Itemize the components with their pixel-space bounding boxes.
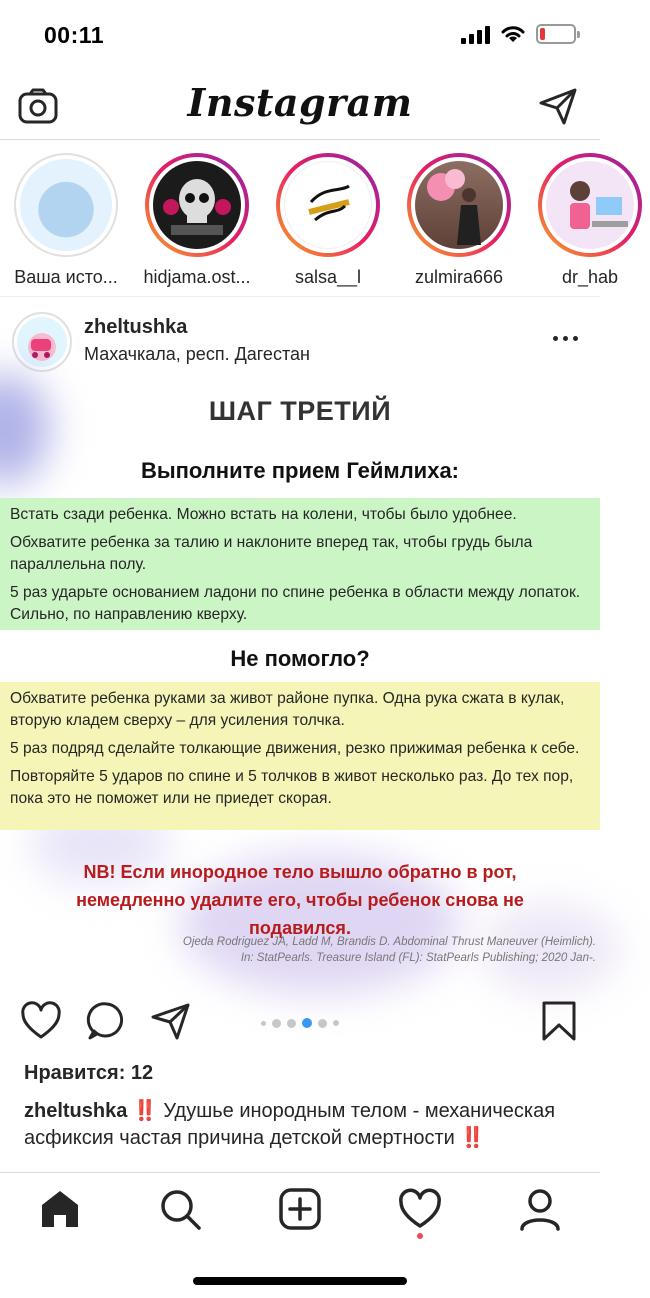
story-ring: [538, 153, 642, 257]
image-subtitle-2: Не помогло?: [230, 646, 370, 671]
instruction-item: 5 раз ударьте основанием ладони по спине ребенка в области между лопаток. Сильно, по направлению кверху.: [10, 584, 581, 623]
story-name: dr_hab: [561, 267, 619, 287]
story-item[interactable]: [530, 153, 650, 288]
home-icon[interactable]: [38, 1187, 82, 1231]
likes-count[interactable]: Нравится: 12: [24, 1062, 154, 1084]
more-options-icon[interactable]: [553, 336, 578, 341]
story-item[interactable]: [137, 153, 257, 288]
profile-icon[interactable]: [518, 1187, 562, 1231]
reference-line: In: StatPearls. Treasure Island (FL): StatPearls Publishing; 2020 Jan-.: [240, 952, 596, 964]
post-username[interactable]: zheltushka: [84, 316, 188, 338]
post-header: [0, 298, 600, 384]
post-actions: [0, 978, 600, 1066]
status-icons: [461, 24, 576, 44]
story-avatar: [415, 161, 503, 249]
person-photo-icon: [415, 161, 503, 249]
carousel-dot: [287, 1019, 296, 1028]
carousel-dot: [302, 1018, 312, 1028]
story-ring: [14, 153, 118, 257]
salsa-logo-icon: [285, 162, 373, 250]
app-header: [0, 72, 600, 140]
bookmark-icon[interactable]: [538, 1000, 580, 1042]
nb-warning: [0, 858, 600, 942]
cellular-signal-icon: [461, 24, 490, 44]
caption-emoji: ‼️: [460, 1127, 486, 1149]
story-name: Ваша исто...: [14, 267, 118, 287]
skull-icon: [153, 161, 241, 249]
post-image[interactable]: [0, 384, 600, 978]
post-caption: [24, 1098, 576, 1152]
image-title: ШАГ ТРЕТИЙ: [208, 396, 392, 426]
carousel-dot: [333, 1020, 339, 1026]
baby-stroller-icon: [17, 317, 67, 367]
search-icon[interactable]: [158, 1187, 202, 1231]
instruction-item: Повторяйте 5 ударов по спине и 5 толчков в живот несколько раз. До тех пор, пока это не поможет или не приедет скорая.: [10, 768, 574, 807]
story-name: salsa__l: [294, 267, 362, 287]
carousel-dot: [261, 1021, 266, 1026]
caption-username[interactable]: zheltushka: [24, 1100, 128, 1122]
heart-icon[interactable]: [398, 1187, 442, 1231]
activity-notification-dot: [417, 1233, 423, 1239]
post-avatar[interactable]: [12, 312, 72, 372]
carousel-dot: [318, 1019, 327, 1028]
caption-text: Удушье инородным телом - механическая асфиксия частая причина детской смертности: [24, 1100, 556, 1149]
carousel-dots: [0, 1018, 600, 1028]
reference: [183, 934, 596, 966]
instruction-item: Обхватите ребенка руками за живот районе пупка. Одна рука сжата в кулак, вторую кладем сверху – для усиления толчка.: [10, 690, 565, 729]
story-name: hidjama.ost...: [143, 267, 251, 287]
stories-tray: [0, 141, 619, 297]
story-ring: [145, 153, 249, 257]
bottom-tab-bar: [0, 1172, 600, 1298]
instruction-item: Обхватите ребенка за талию и наклоните вперед так, чтобы грудь была параллельна полу.: [10, 534, 533, 573]
story-item[interactable]: [399, 153, 519, 288]
reference-line: Ojeda Rodriguez JA, Ladd M, Brandis D. Abdominal Thrust Maneuver (Heimlich).: [182, 936, 596, 948]
yellow-instructions: [0, 682, 600, 830]
story-name: zulmira666: [414, 267, 504, 287]
carousel-dot: [272, 1019, 281, 1028]
story-avatar: [284, 161, 372, 249]
battery-level: [540, 28, 545, 40]
instagram-logo: Instagram: [187, 80, 413, 125]
post-location[interactable]: Махачкала, респ. Дагестан: [84, 344, 310, 364]
story-avatar: [546, 161, 634, 249]
story-ring: [276, 153, 380, 257]
add-post-icon[interactable]: [278, 1187, 322, 1231]
caption-emoji: ‼️: [132, 1100, 158, 1122]
green-instructions: [0, 498, 600, 630]
instruction-item: Встать сзади ребенка. Можно встать на колени, чтобы было удобнее.: [10, 506, 517, 523]
instruction-item: 5 раз подряд сделайте толкающие движения, резко прижимая ребенка к себе.: [10, 740, 580, 757]
status-bar: [0, 0, 600, 72]
story-item[interactable]: [268, 153, 388, 288]
status-time: 00:11: [44, 22, 105, 48]
paper-plane-icon[interactable]: [538, 86, 578, 126]
post-avatar-image: [17, 317, 67, 367]
doctor-illustration-icon: [546, 161, 634, 249]
story-ring: [407, 153, 511, 257]
image-subtitle: Выполните прием Геймлиха:: [140, 458, 460, 483]
nb-warning-text: NB! Если инородное тело вышло обратно в рот, немедленно удалите его, чтобы ребенок снова не подавился.: [76, 862, 524, 938]
story-avatar: [153, 161, 241, 249]
story-item[interactable]: [6, 153, 126, 288]
home-indicator[interactable]: [193, 1277, 407, 1285]
battery-icon: [536, 24, 576, 44]
wifi-icon: [500, 24, 526, 44]
story-avatar: [20, 159, 112, 251]
